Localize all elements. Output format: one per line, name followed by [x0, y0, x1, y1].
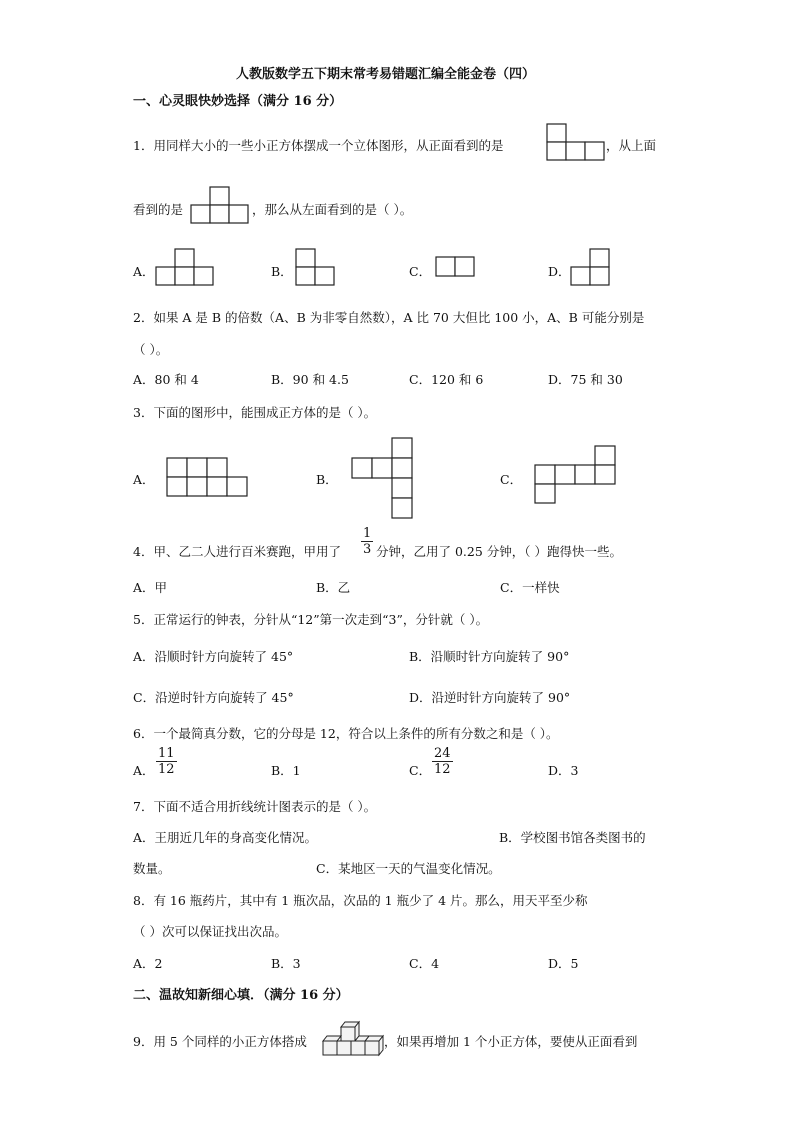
q2-text-1: 2．如果 A 是 B 的倍数（A、B 为非零自然数），A 比 70 大但比 100 小，A、B 可能分别是: [133, 310, 645, 325]
q8-text-1: 8．有 16 瓶药片，其中有 1 瓶次品，次品的 1 瓶少了 4 片。那么，用天平至少称: [133, 893, 588, 908]
q6-option-c-label[interactable]: C．: [409, 763, 432, 778]
q8-option-d[interactable]: D．5: [548, 956, 579, 971]
q2-option-d[interactable]: D．75 和 30: [548, 372, 623, 387]
q7-option-b[interactable]: B．学校图书馆各类图书的: [499, 830, 646, 845]
q6-option-a-fraction: [156, 746, 177, 777]
q4-text-1: 4．甲、乙二人进行百米赛跑，甲用了: [133, 544, 341, 559]
q6-option-a-label[interactable]: A．: [133, 763, 155, 778]
q9-text-1: 9．用 5 个同样的小正方体搭成: [133, 1034, 307, 1049]
q7-option-c[interactable]: C．某地区一天的气温变化情况。: [316, 861, 501, 876]
q7-text-1: 7．下面不适合用折线统计图表示的是（ ）。: [133, 799, 377, 814]
q9-text-2: ，如果再增加 1 个小正方体，要使从正面看到: [384, 1034, 638, 1049]
q1-option-d[interactable]: D．: [548, 264, 571, 279]
q5-text-1: 5．正常运行的钟表，分针从“12”第一次走到“3”，分针就（ ）。: [133, 612, 489, 627]
q1-text-4: ，那么从左面看到的是（ ）。: [252, 202, 413, 217]
q4-text-2: 分钟，乙用了 0.25 分钟，（ ）跑得快一些。: [376, 544, 623, 559]
q1-option-a[interactable]: A．: [133, 264, 155, 279]
q3-option-b[interactable]: B．: [316, 472, 338, 487]
q8-text-2: （ ）次可以保证找出次品。: [133, 924, 287, 939]
q1-option-c-figure: [435, 256, 477, 278]
q6-option-a-denominator: 12: [158, 762, 175, 777]
q1-option-c[interactable]: C．: [409, 264, 432, 279]
q1-front-view-figure: [545, 122, 605, 162]
q2-text-2: （ ）。: [133, 342, 169, 357]
q1-text-1: 1．用同样大小的一些小正方体摆成一个立体图形，从正面看到的是: [133, 138, 504, 153]
q6-option-c-denominator: 12: [434, 762, 451, 777]
q3-option-a[interactable]: A．: [133, 472, 155, 487]
q1-option-a-figure: [155, 248, 215, 288]
q5-option-b[interactable]: B．沿顺时针方向旋转了 90°: [409, 649, 570, 664]
q3-option-c[interactable]: C．: [500, 472, 523, 487]
q3-option-c-net-figure: [532, 445, 618, 505]
q4-fraction: [361, 526, 373, 557]
q6-option-c-fraction: [432, 746, 453, 777]
q6-text-1: 6．一个最简真分数，它的分母是 12，符合以上条件的所有分数之和是（ ）。: [133, 726, 559, 741]
q1-option-b[interactable]: B．: [271, 264, 293, 279]
q5-option-c[interactable]: C．沿逆时针方向旋转了 45°: [133, 690, 294, 705]
q7-option-a[interactable]: A．王朋近几年的身高变化情况。: [133, 830, 318, 845]
q8-option-a[interactable]: A．2: [133, 956, 163, 971]
q1-text-3: 看到的是: [133, 202, 184, 217]
section-1-heading: 一、心灵眼快妙选择（满分 16 分）: [133, 94, 343, 109]
q4-option-a[interactable]: A．甲: [133, 580, 168, 595]
q6-option-b[interactable]: B．1: [271, 763, 301, 778]
q2-option-b[interactable]: B．90 和 4.5: [271, 372, 349, 387]
q1-text-2: ，从上面: [606, 138, 657, 153]
q2-option-a[interactable]: A．80 和 4: [133, 372, 199, 387]
q1-option-b-figure: [295, 248, 337, 288]
q5-option-a[interactable]: A．沿顺时针方向旋转了 45°: [133, 649, 294, 664]
q6-option-d[interactable]: D．3: [548, 763, 579, 778]
q4-option-c[interactable]: C．一样快: [500, 580, 560, 595]
q8-option-b[interactable]: B．3: [271, 956, 301, 971]
q6-option-c-numerator: 24: [434, 746, 451, 761]
q4-option-b[interactable]: B．乙: [316, 580, 351, 595]
q9-cube-stack-figure: [321, 1015, 383, 1061]
q3-option-a-net-figure: [166, 457, 250, 499]
q8-option-c[interactable]: C．4: [409, 956, 440, 971]
q4-fraction-denominator: 3: [363, 542, 372, 557]
q5-option-d[interactable]: D．沿逆时针方向旋转了 90°: [409, 690, 571, 705]
section-2-heading: 二、温故知新细心填．（满分 16 分）: [133, 988, 349, 1003]
q1-option-d-figure: [570, 248, 612, 288]
q2-option-c[interactable]: C．120 和 6: [409, 372, 484, 387]
page-title: 人教版数学五下期末常考易错题汇编全能金卷（四）: [236, 67, 536, 82]
q3-text-1: 3．下面的图形中，能围成正方体的是（ ）。: [133, 405, 377, 420]
q6-option-a-numerator: 11: [158, 746, 175, 761]
q7-option-b-cont: 数量。: [133, 861, 171, 876]
q3-option-b-net-figure: [351, 437, 415, 521]
q1-top-view-figure: [190, 185, 250, 225]
q4-fraction-numerator: 1: [363, 526, 372, 541]
